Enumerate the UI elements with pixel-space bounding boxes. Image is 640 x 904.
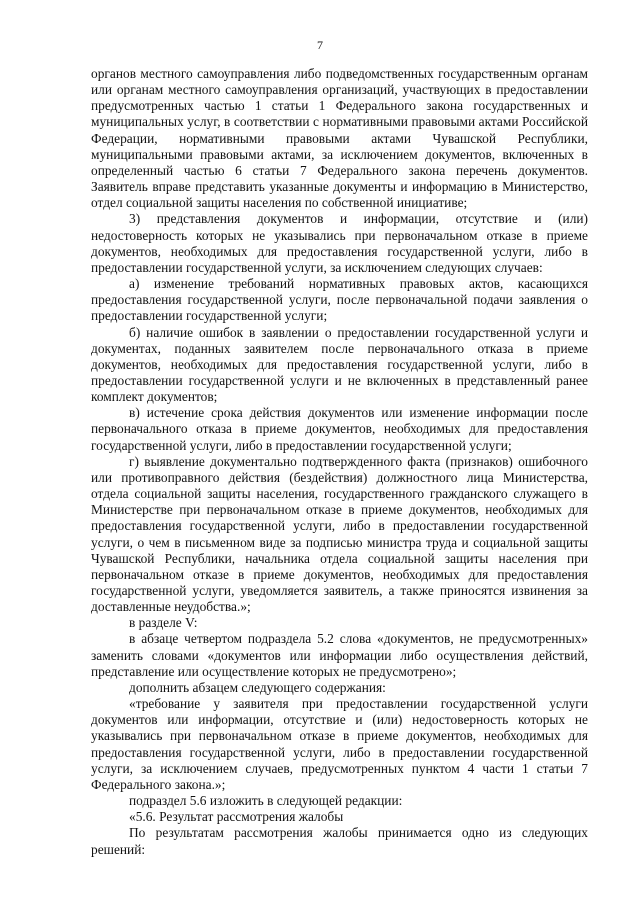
document-body — [91, 66, 588, 858]
paragraph-quote-requirement: «требование у заявителя при предоставлении государственной услуги документов или информации, отсутствие и (или) недостоверность которых не указывались при первоначальном отказе в приеме документов, необходимых для предоставления государственной услуги, либо в предоставлении государственной услуги, за исключением случаев, предусмотренных пунктом 4 части 1 статьи 7 Федерального закона.»; — [91, 696, 588, 792]
paragraph-subitem-a: а) изменение требований нормативных правовых актов, касающихся предоставления государственной услуги, после первоначальной подачи заявления о предоставлении государственной услуги; — [91, 276, 588, 324]
paragraph-section-v: в разделе V: — [129, 615, 198, 631]
paragraph-subitem-g: г) выявление документально подтвержденного факта (признаков) ошибочного или противоправного действия (бездействия) должностного лица Министерства, отдела социальной защиты населения, государственного гражданского служащего в Министерстве при первоначальном отказе в приеме документов, необходимых для предоставления государственной услуги, либо в предоставлении государственной услуги, о чем в письменном виде за подписью министра труда и социальной защиты Чувашской Республики, начальника отдела социальной защиты населения при первоначальном отказе в приеме документов, необходимых для предоставления государственной услуги, уведомляется заявитель, а также приносятся извинения за доставленные неудобства.»; — [91, 453, 588, 615]
paragraph-subsection-5-6: подраздел 5.6 изложить в следующей редакции: — [129, 793, 403, 809]
paragraph-item-3: 3) представления документов и информации, отсутствие и (или) недостоверность которых не указывались при первоначальном отказе в приеме документов, необходимых для предоставления государственной услуги, либо в предоставлении государственной услуги, за исключением следующих случаев: — [91, 211, 588, 275]
paragraph-add-abzac: дополнить абзацем следующего содержания: — [129, 679, 386, 695]
page-number: 7 — [317, 38, 323, 52]
paragraph-heading-5-6: «5.6. Результат рассмотрения жалобы — [129, 809, 344, 825]
paragraph-continuation: органов местного самоуправления либо подведомственных государственным органам или органам местного самоуправления организаций, участвующих в предоставлении предусмотренных частью 1 статьи 1 Федерального закона государственных и муниципальных услуг, в соответствии с нормативными правовыми актами Российской Федерации, нормативными правовыми актами Чувашской Республики, муниципальными правовыми актами, за исключением документов, включенных в определенный частью 6 статьи 7 Федерального закона перечень документов. Заявитель вправе представить указанные документы и информацию в Министерство, отдел социальной защиты населения по собственной инициативе; — [91, 66, 588, 211]
paragraph-subitem-v: в) истечение срока действия документов или изменение информации после первоначального отказа в приеме документов, необходимых для предоставления государственной услуги, либо в предоставлении государственной услуги; — [91, 405, 588, 453]
paragraph-subsection-5-2: в абзаце четвертом подраздела 5.2 слова «документов, не предусмотренных» заменить словами «документов или информации либо осуществления действий, представление или осуществление которых не предусмотрено»; — [91, 631, 588, 679]
paragraph-subitem-b: б) наличие ошибок в заявлении о предоставлении государственной услуги и документах, поданных заявителем после первоначального отказа в приеме документов, необходимых для предоставления государственной услуги, либо в предоставлении государственной услуги и не включенных в представленный ранее комплект документов; — [91, 324, 588, 405]
paragraph-decisions: По результатам рассмотрения жалобы принимается одно из следующих решений: — [91, 825, 588, 857]
